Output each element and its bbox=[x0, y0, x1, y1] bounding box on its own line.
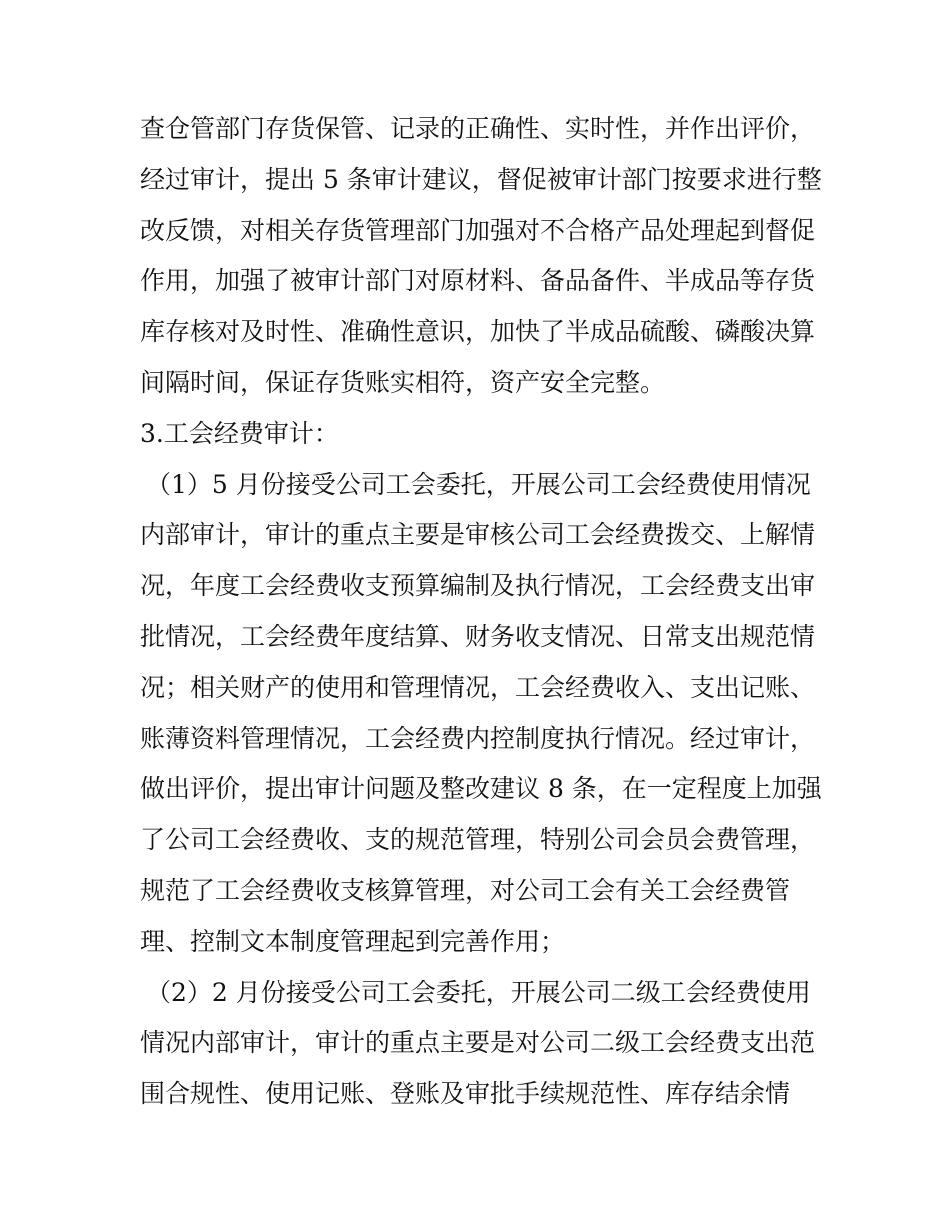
text-line: （2）2 月份接受公司工会委托，开展公司二级工会经费使用 bbox=[146, 977, 811, 1007]
text-line: 做出评价，提出审计问题及整改建议 8 条，在一定程度上加强 bbox=[140, 774, 822, 804]
text-line: 查仓管部门存货保管、记录的正确性、实时性，并作出评价， bbox=[140, 114, 816, 143]
text-line: 内部审计，审计的重点主要是审核公司工会经费拨交、上解情 bbox=[140, 520, 816, 550]
text-line: 作用，加强了被审计部门对原材料、备品备件、半成品等存货 bbox=[140, 266, 816, 296]
text-line: 况；相关财产的使用和管理情况，工会经费收入、支出记账、 bbox=[140, 672, 816, 702]
text-line: 理、控制文本制度管理起到完善作用； bbox=[140, 926, 566, 956]
section-heading: 3.工会经费审计： bbox=[140, 418, 339, 448]
text-line: 经过审计，提出 5 条审计建议，督促被审计部门按要求进行整 bbox=[140, 164, 822, 194]
text-line: 账薄资料管理情况，工会经费内控制度执行情况。经过审计， bbox=[140, 723, 816, 753]
text-line: （1）5 月份接受公司工会委托，开展公司工会经费使用情况 bbox=[146, 469, 811, 499]
text-line: 情况内部审计，审计的重点主要是对公司二级工会经费支出范 bbox=[140, 1028, 816, 1058]
text-line: 库存核对及时性、准确性意识，加快了半成品硫酸、磷酸决算 bbox=[140, 317, 816, 347]
text-line: 改反馈，对相关存货管理部门加强对不合格产品处理起到督促 bbox=[140, 215, 816, 245]
text-line: 规范了工会经费收支核算管理，对公司工会有关工会经费管 bbox=[140, 875, 791, 905]
text-line: 况，年度工会经费收支预算编制及执行情况，工会经费支出审 bbox=[140, 571, 816, 601]
text-line: 间隔时间，保证存货账实相符，资产安全完整。 bbox=[140, 367, 666, 397]
text-line: 批情况，工会经费年度结算、财务收支情况、日常支出规范情 bbox=[140, 621, 816, 651]
text-line: 围合规性、使用记账、登账及审批手续规范性、库存结余情 bbox=[140, 1079, 791, 1109]
body-text bbox=[140, 104, 820, 1120]
text-line: 了公司工会经费收、支的规范管理，特别公司会员会费管理， bbox=[140, 825, 816, 855]
